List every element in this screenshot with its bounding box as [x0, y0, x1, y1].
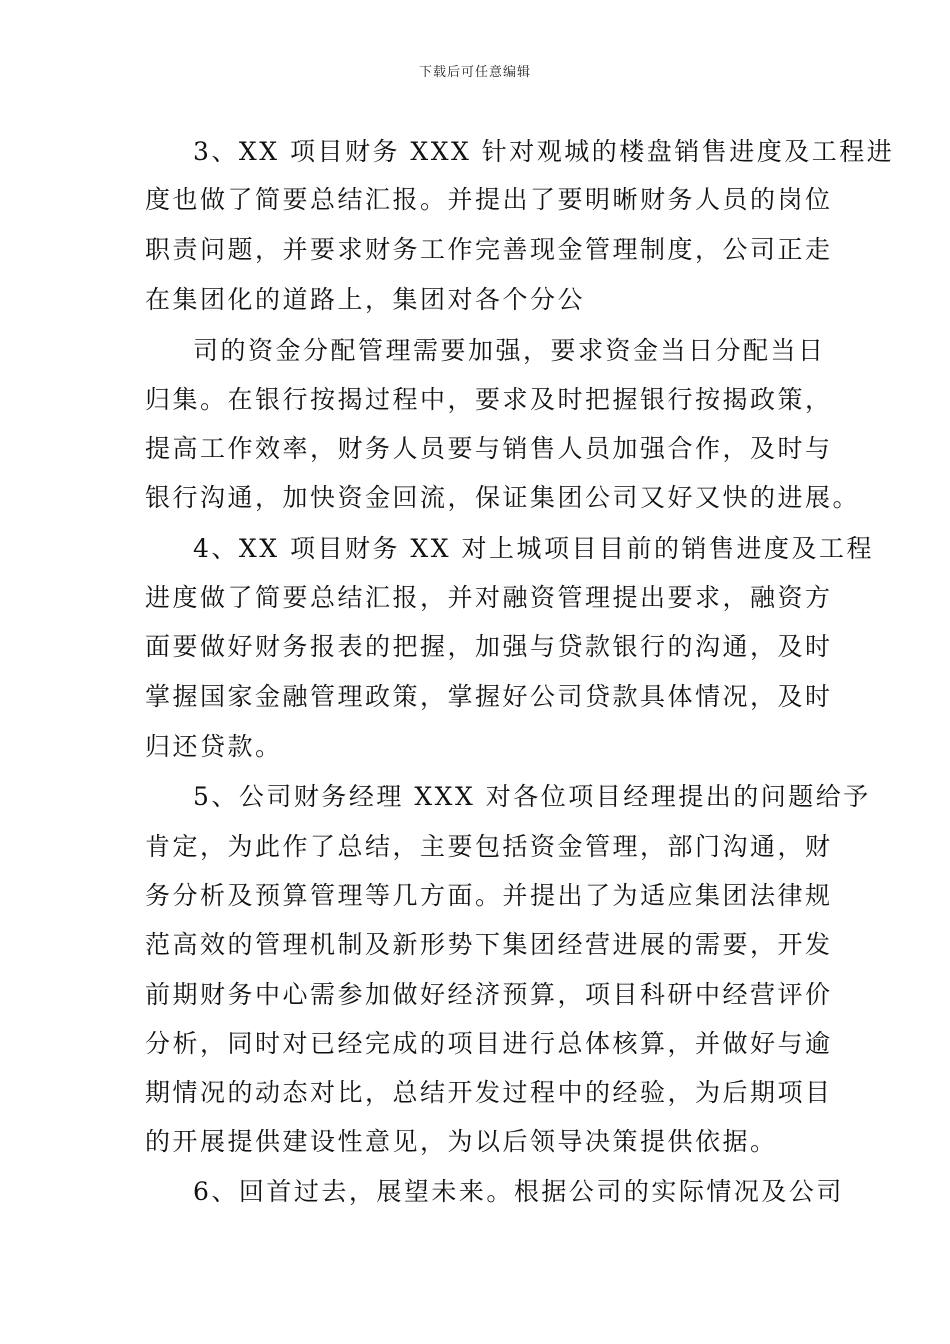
text-line: 前期财务中心需参加做好经济预算，项目科研中经营评价 — [145, 980, 833, 1009]
text-line: 的开展提供建设性意见，为以后领导决策提供依据。 — [145, 1127, 778, 1156]
text-line: 5、公司财务经理 XXX 对各位项目经理提出的问题给予 — [193, 782, 871, 811]
page-header: 下载后可任意编辑 — [418, 65, 531, 80]
text-line: 范高效的管理机制及新形势下集团经营进展的需要，开发 — [145, 930, 833, 959]
text-line: 面要做好财务报表的把握，加强与贷款银行的沟通，及时 — [145, 632, 833, 661]
text-line: 在集团化的道路上，集团对各个分公 — [145, 285, 586, 314]
text-line: 肯定，为此作了总结，主要包括资金管理，部门沟通，财 — [145, 832, 833, 861]
text-line: 司的资金分配管理需要加强，要求资金当日分配当日 — [193, 336, 826, 365]
text-line: 银行沟通，加快资金回流，保证集团公司又好又快的进展。 — [145, 483, 861, 512]
text-line: 职责问题，并要求财务工作完善现金管理制度，公司正走 — [145, 235, 833, 264]
text-line: 进度做了简要总结汇报，并对融资管理提出要求，融资方 — [145, 583, 833, 612]
text-line: 4、XX 项目财务 XX 对上城项目目前的销售进度及工程 — [193, 534, 874, 563]
text-line: 归集。在银行按揭过程中，要求及时把握银行按揭政策， — [145, 385, 833, 414]
text-line: 3、XX 项目财务 XXX 针对观城的楼盘销售进度及工程进 — [193, 137, 895, 166]
text-line: 归还贷款。 — [145, 732, 283, 761]
text-line: 掌握国家金融管理政策，掌握好公司贷款具体情况，及时 — [145, 682, 833, 711]
text-line: 提高工作效率，财务人员要与销售人员加强合作，及时与 — [145, 434, 833, 463]
text-line: 分析，同时对已经完成的项目进行总体核算，并做好与逾 — [145, 1029, 833, 1058]
text-line: 务分析及预算管理等几方面。并提出了为适应集团法律规 — [145, 881, 833, 910]
text-line: 期情况的动态对比，总结开发过程中的经验，为后期项目 — [145, 1078, 833, 1107]
text-line: 度也做了简要总结汇报。并提出了要明晰财务人员的岗位 — [145, 185, 833, 214]
text-line: 6、回首过去，展望未来。根据公司的实际情况及公司 — [193, 1177, 844, 1206]
